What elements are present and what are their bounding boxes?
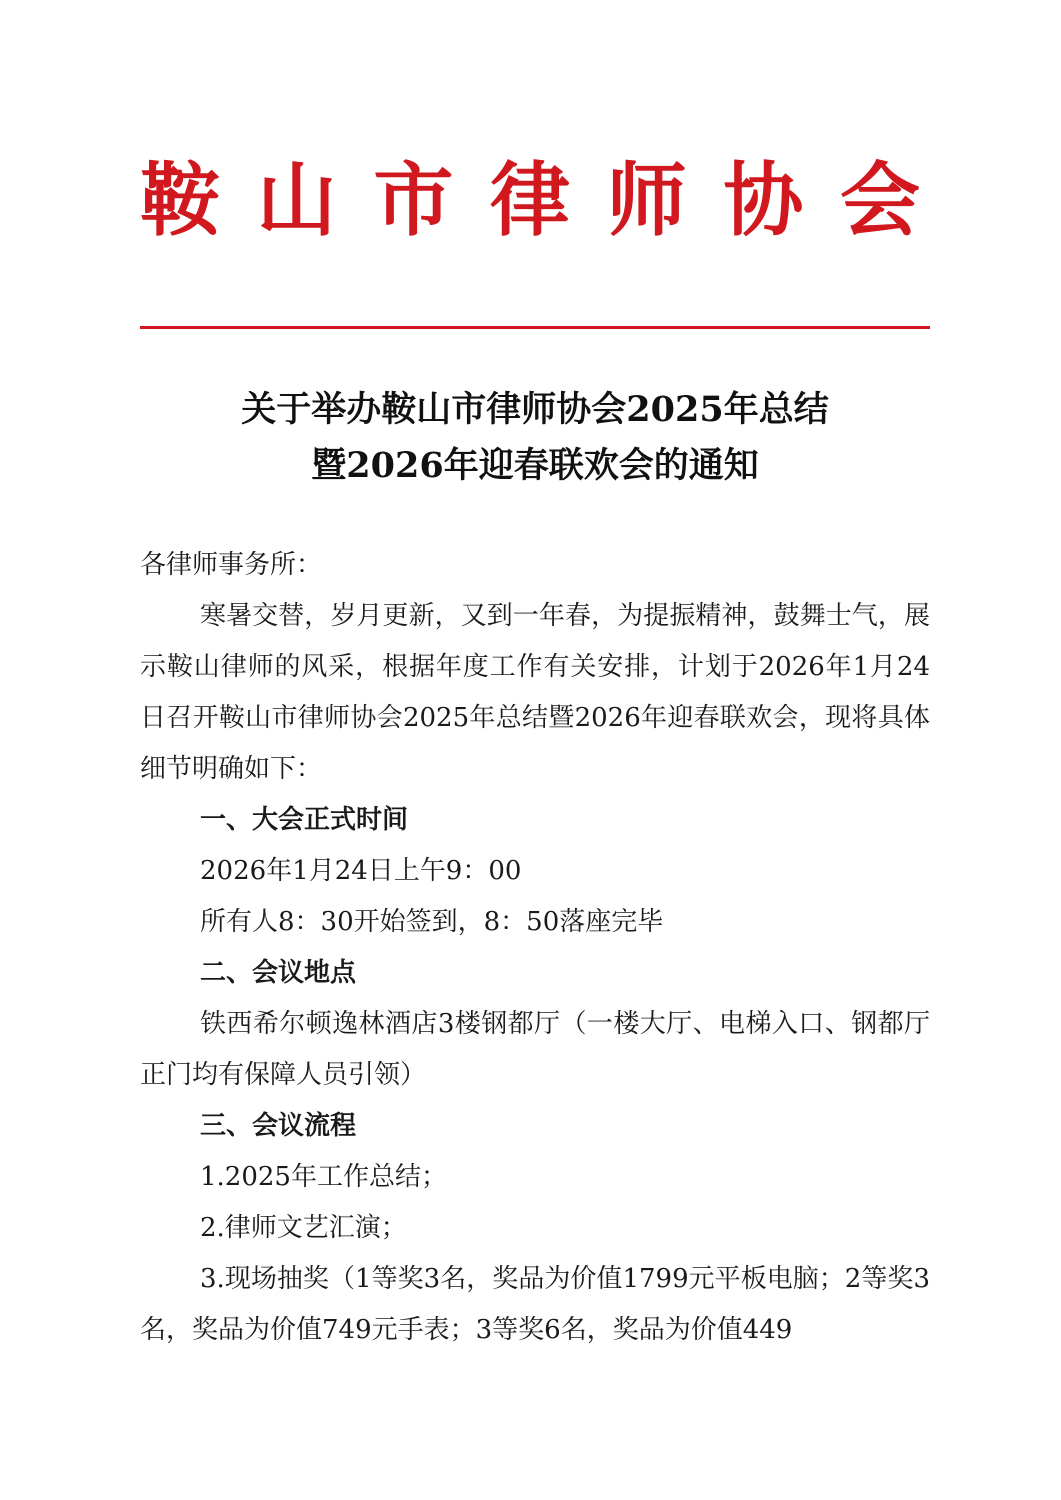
sign-in-time: 所有人8：30开始签到，8：50落座完毕 [200, 907, 664, 937]
section-heading-location: 二、会议地点 [200, 958, 357, 988]
salutation: 各律师事务所： [140, 550, 323, 580]
section-heading-agenda: 三、会议流程 [200, 1111, 357, 1141]
title-line-1: 关于举办鞍山市律师协会2025年总结 [241, 389, 829, 430]
meeting-time: 2026年1月24日上午9：00 [200, 856, 522, 886]
document-title [140, 382, 930, 494]
organization-header: 鞍山市律师协会 [140, 153, 920, 247]
header-divider [140, 326, 930, 329]
document-body [140, 540, 930, 1356]
title-line-2: 暨2026年迎春联欢会的通知 [311, 445, 759, 486]
section-heading-time: 一、大会正式时间 [200, 805, 409, 835]
agenda-item-3: 3.现场抽奖（1等奖3名，奖品为价值1799元平板电脑；2等奖3名，奖品为价值749元手表；3等奖6名，奖品为价值449 [140, 1264, 930, 1345]
agenda-item-1: 1.2025年工作总结； [200, 1162, 447, 1192]
intro-paragraph: 寒暑交替，岁月更新，又到一年春，为提振精神，鼓舞士气，展示鞍山律师的风采，根据年度工作有关安排，计划于2026年1月24日召开鞍山市律师协会2025年总结暨2026年迎春联欢会，现将具体细节明确如下： [140, 601, 930, 784]
meeting-location: 铁西希尔顿逸林酒店3楼钢都厅（一楼大厅、电梯入口、钢都厅正门均有保障人员引领） [140, 1009, 930, 1090]
agenda-item-2: 2.律师文艺汇演； [200, 1213, 407, 1243]
